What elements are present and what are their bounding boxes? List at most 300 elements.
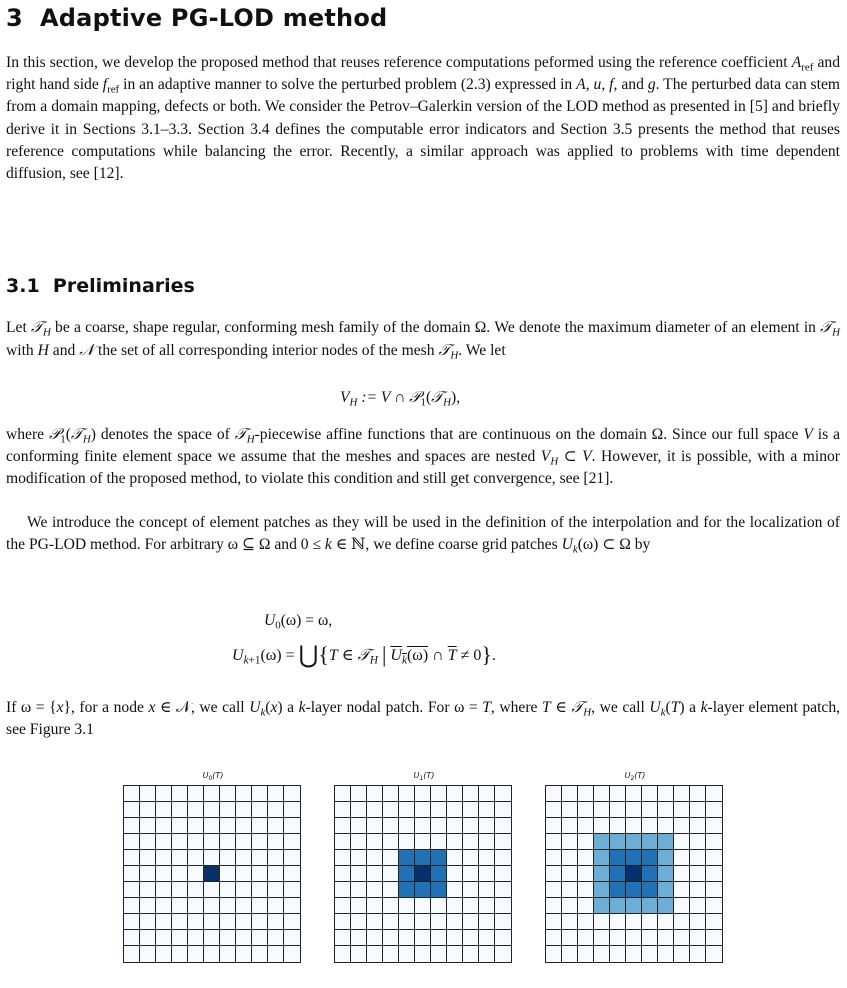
grid-cell [658,818,674,834]
grid-cell [463,834,479,850]
panel-title-main: U [202,771,209,780]
grid-cell [562,802,578,818]
grid-cell [236,818,252,834]
grid-cell [204,818,220,834]
grid-cell [431,882,447,898]
grid-cell [124,802,140,818]
grid-cell [447,898,463,914]
grid-cell [690,898,706,914]
grid-cell [415,866,431,882]
grid-cell [236,802,252,818]
grid-cell [351,786,367,802]
grid-cell [367,898,383,914]
grid-cell [706,930,722,946]
grid-cell [156,946,172,962]
grid-cell [690,802,706,818]
math-h: H [37,342,49,360]
grid-cell [367,818,383,834]
grid-cell [252,898,268,914]
grid-cell [220,930,236,946]
grid-cell [626,802,642,818]
grid-cell [284,786,300,802]
grid-cell [642,834,658,850]
grid-cell [495,786,511,802]
grid-cell [463,914,479,930]
grid-cell [351,914,367,930]
grid-cell [447,930,463,946]
grid-cell [674,866,690,882]
patch-grid [123,785,301,963]
grid-cell [383,850,399,866]
grid-cell [172,882,188,898]
grid-cell [172,834,188,850]
grid-cell [431,850,447,866]
math-v: V [803,426,813,443]
grid-cell [252,882,268,898]
grid-cell [562,850,578,866]
grid-cell [578,850,594,866]
figure-element-patches [0,770,847,970]
grid-cell [658,930,674,946]
prelim-text: with [6,342,38,360]
grid-cell [351,898,367,914]
grid-cell [578,818,594,834]
prelim-text: . We let [458,342,506,360]
panel-title-arg: (T) [423,771,435,780]
grid-cell [447,850,463,866]
grid-cell [706,882,722,898]
grid-cell [383,882,399,898]
grid-cell [594,850,610,866]
grid-cell [399,802,415,818]
grid-cell [415,834,431,850]
grid-cell [124,834,140,850]
patch-grid [334,785,512,963]
grid-cell [284,930,300,946]
grid-cell [594,866,610,882]
prelim-text: ∈ [550,699,572,716]
prelim-text: . However, it is possible, with a minor modification of the proposed method, to violate this condition and still get convergence, see [21]. [6,448,840,488]
grid-cell [479,834,495,850]
grid-cell [220,946,236,962]
grid-cell [172,866,188,882]
grid-cell [140,866,156,882]
grid-cell [610,786,626,802]
grid-cell [495,914,511,930]
grid-cell [124,898,140,914]
grid-cell [204,930,220,946]
grid-cell [284,850,300,866]
grid-cell [156,818,172,834]
grid-cell [188,930,204,946]
prelim-text: ⊂ Ω by [598,536,651,554]
grid-cell [546,898,562,914]
grid-cell [431,946,447,962]
grid-cell [562,882,578,898]
grid-cell [415,818,431,834]
grid-cell [236,898,252,914]
grid-cell [367,914,383,930]
grid-cell [188,866,204,882]
grid-cell [220,834,236,850]
grid-cell [220,802,236,818]
grid-cell [495,866,511,882]
math-t: T [482,699,491,716]
grid-cell [124,818,140,834]
grid-cell [610,914,626,930]
grid-cell [351,946,367,962]
prelim-text: -layer element patch, see Figure 3.1 [6,699,841,739]
intro-text: In this section, we develop the proposed method that reuses reference computations peformed using the reference coefficient [6,54,792,71]
grid-cell [594,818,610,834]
grid-cell [562,930,578,946]
section-heading [6,2,387,34]
grid-cell [610,946,626,962]
grid-cell [546,882,562,898]
grid-cell [252,818,268,834]
intro-paragraph [6,52,840,185]
grid-cell [447,786,463,802]
grid-cell [399,882,415,898]
grid-cell [124,930,140,946]
grid-cell [674,786,690,802]
grid-cell [335,882,351,898]
grid-cell [690,786,706,802]
grid-cell [610,930,626,946]
grid-cell [220,866,236,882]
grid-cell [594,882,610,898]
grid-cell [562,786,578,802]
grid-cell [706,818,722,834]
grid-cell [284,818,300,834]
grid-cell [204,802,220,818]
grid-cell [268,786,284,802]
grid-cell [610,850,626,866]
grid-cell [578,898,594,914]
grid-cell [140,946,156,962]
math-g: g [647,76,656,94]
grid-cell [140,786,156,802]
grid-cell [156,850,172,866]
grid-cell [383,802,399,818]
panel-title-arg: (T) [212,771,224,780]
grid-cell [156,786,172,802]
grid-cell [383,898,399,914]
grid-cell [399,786,415,802]
grid-cell [431,898,447,914]
grid-cell [236,882,252,898]
grid-cell [335,802,351,818]
grid-cell [479,882,495,898]
grid-cell [172,786,188,802]
grid-cell [562,946,578,962]
grid-cell [284,898,300,914]
grid-cell [172,898,188,914]
grid-cell [674,834,690,850]
section-title: Adaptive PG-LOD method [40,4,388,32]
grid-cell [399,818,415,834]
grid-cell [236,930,252,946]
math-n: 𝒩 [79,341,95,360]
grid-cell [236,834,252,850]
intro-text: , [585,76,594,94]
grid-cell [674,882,690,898]
grid-cell [706,786,722,802]
grid-cell [479,802,495,818]
grid-cell [431,802,447,818]
panel-title-sub: 1 [419,774,424,782]
grid-cell [188,818,204,834]
prelim-text: where [6,426,49,443]
grid-cell [268,946,284,962]
grid-cell [674,930,690,946]
grid-cell [658,946,674,962]
grid-cell [399,914,415,930]
grid-cell [610,882,626,898]
grid-cell [610,818,626,834]
grid-cell [674,818,690,834]
grid-cell [252,786,268,802]
grid-cell [284,866,300,882]
grid-cell [431,834,447,850]
grid-cell [463,802,479,818]
grid-cell [268,882,284,898]
grid-cell [351,802,367,818]
equation-uk1: $U_{k+1}(\omega)$ = ⋃{T ∈ 𝒯$_H$ | $U_k(\omega)$ ∩ $\overline{T} \ne 0$}. [232,642,496,669]
grid-cell [415,930,431,946]
prelim-text: a [282,699,299,716]
prelim-paragraph-2: where 𝒫$_1$(𝒯$_H$) denotes the space of 𝒯$_H$-piecewise affine functions that are continuous on the domain Ω. Since our full space V is a conforming finite element space we assume that the meshes and spaces are nested $V_H$ ⊂ V. However, it is possible, with a minor modification of the proposed method, to violate this condition and still get convergence, see [21]. [6,425,841,488]
grid-cell [479,786,495,802]
grid-cell [383,946,399,962]
grid-cell [252,930,268,946]
grid-cell [399,946,415,962]
grid-cell [463,818,479,834]
grid-cell [447,882,463,898]
grid-cell [124,882,140,898]
grid-cell [431,818,447,834]
prelim-text: , where [490,699,542,716]
grid-cell [674,898,690,914]
grid-cell [546,930,562,946]
grid-cell [463,866,479,882]
grid-cell [188,850,204,866]
grid-cell [140,818,156,834]
grid-cell [367,802,383,818]
grid-cell [140,802,156,818]
grid-cell [674,946,690,962]
grid-cell [674,802,690,818]
grid-cell [268,802,284,818]
grid-cell [236,914,252,930]
grid-cell [268,866,284,882]
grid-cell [626,946,642,962]
grid-cell [642,818,658,834]
grid-cell [284,834,300,850]
grid-cell [626,834,642,850]
grid-cell [335,898,351,914]
grid-cell [188,946,204,962]
grid-cell [351,930,367,946]
grid-cell [284,946,300,962]
grid-cell [252,866,268,882]
grid-cell [658,882,674,898]
grid-cell [578,946,594,962]
grid-cell [252,834,268,850]
grid-cell [335,930,351,946]
grid-cell [562,914,578,930]
grid-cell [220,898,236,914]
math-u: u [593,76,602,94]
grid-cell [415,882,431,898]
grid-cell [188,802,204,818]
grid-cell [690,882,706,898]
grid-cell [447,818,463,834]
grid-cell [383,818,399,834]
grid-cell [479,850,495,866]
prelim-text: a [684,699,701,716]
grid-cell [172,946,188,962]
grid-cell [642,898,658,914]
grid-cell [204,834,220,850]
grid-cell [188,882,204,898]
grid-cell [594,914,610,930]
math-a-ref: A [791,54,802,71]
grid-cell [546,866,562,882]
grid-cell [252,802,268,818]
grid-cell [415,914,431,930]
grid-cell [367,866,383,882]
grid-cell [495,850,511,866]
math-x: x [56,699,64,716]
grid-cell [236,786,252,802]
grid-cell [351,882,367,898]
grid-cell [335,866,351,882]
intro-text: , and [613,76,648,94]
grid-cell [284,914,300,930]
grid-cell [156,802,172,818]
grid-cell [399,850,415,866]
grid-cell [658,898,674,914]
grid-cell [188,914,204,930]
grid-cell [415,898,431,914]
grid-cell [431,914,447,930]
panel-title-sub: 2 [630,774,635,782]
grid-cell [268,914,284,930]
grid-cell [626,786,642,802]
grid-cell [351,818,367,834]
grid-cell [252,946,268,962]
grid-cell [610,802,626,818]
grid-cell [172,802,188,818]
grid-cell [220,818,236,834]
subsection-heading [6,272,195,300]
grid-cell [495,882,511,898]
grid-cell [690,818,706,834]
grid-cell [562,834,578,850]
grid-cell [495,898,511,914]
prelim-text: denotes the space of [95,426,235,443]
grid-cell [156,882,172,898]
prelim-text: be a coarse, shape regular, conforming mesh family of the domain Ω. We denote the maximum diameter of an element in [50,319,821,336]
grid-cell [124,866,140,882]
intro-text: and right hand side [6,54,840,94]
prelim-text: We introduce the concept of element patches as they will be used in the definition of the interpolation and for the localization of the PG-LOD method. For arbitrary ω ⊆ Ω and 0 ≤ [6,514,840,554]
prelim-paragraph-4: If ω = {x}, for a node x ∈ 𝒩, we call $U_k(x)$ a k-layer nodal patch. For ω = T, where T ∈ 𝒯$_H$, we call $U_k(T)$ a k-layer element patch, see Figure 3.1 [6,698,841,739]
grid-cell [495,802,511,818]
grid-cell [495,818,511,834]
grid-cell [140,850,156,866]
grid-cell [367,850,383,866]
equation-vh: $V_H$ := V ∩ 𝒫$_1$(𝒯$_H$), [340,388,461,409]
grid-cell [706,946,722,962]
grid-cell [252,914,268,930]
grid-cell [463,850,479,866]
grid-cell [156,930,172,946]
grid-cell [367,834,383,850]
grid-cell [546,850,562,866]
grid-cell [578,802,594,818]
patch-grid [545,785,723,963]
grid-cell [140,930,156,946]
grid-cell [706,850,722,866]
grid-cell [578,866,594,882]
grid-cell [626,866,642,882]
prelim-text: }, for a node [63,699,149,716]
grid-cell [335,946,351,962]
grid-cell [546,834,562,850]
panel-title-main: U [413,771,420,780]
grid-cell [204,882,220,898]
grid-cell [495,946,511,962]
intro-text: in an adaptive manner to solve the perturbed problem (2.3) expressed in [119,76,577,94]
grid-cell [268,930,284,946]
grid-cell [463,946,479,962]
grid-cell [706,898,722,914]
subsection-title: Preliminaries [52,275,195,297]
grid-cell [124,786,140,802]
math-ref-subscript: ref [801,61,814,74]
grid-cell [367,786,383,802]
grid-cell [546,946,562,962]
grid-cell [383,834,399,850]
grid-cell [367,882,383,898]
grid-cell [268,818,284,834]
grid-cell [463,898,479,914]
grid-cell [399,930,415,946]
grid-cell [447,866,463,882]
math-ref-subscript: ref [107,83,120,96]
grid-cell [188,898,204,914]
grid-cell [594,930,610,946]
grid-cell [124,914,140,930]
grid-cell [268,850,284,866]
grid-cell [642,866,658,882]
intro-text: . The perturbed data can stem from a domain mapping, defects or both. We consider the Petrov–Galerkin version of the LOD method as presented in [5] and briefly derive it in Sections 3.1–3.3. Section 3.4 defines the computable error indicators and Section 3.5 presents the method that reuses reference computations while balancing the error. Recently, a similar approach was applied to problems with time dependent diffusion, see [12]. [6,76,841,183]
grid-cell [690,866,706,882]
grid-cell [252,850,268,866]
prelim-text: , we call [591,699,650,716]
prelim-paragraph-3: We introduce the concept of element patches as they will be used in the definition of the interpolation and for the localization of the PG-LOD method. For arbitrary ω ⊆ Ω and 0 ≤ k ∈ ℕ, we define coarse grid patches $U_k(\omega)$ ⊂ Ω by [6,514,840,556]
grid-cell [658,786,674,802]
grid-cell [268,834,284,850]
grid-cell [284,802,300,818]
grid-cell [562,818,578,834]
grid-cell [351,866,367,882]
grid-cell [642,786,658,802]
grid-cell [447,946,463,962]
prelim-text: If ω = { [6,699,57,716]
